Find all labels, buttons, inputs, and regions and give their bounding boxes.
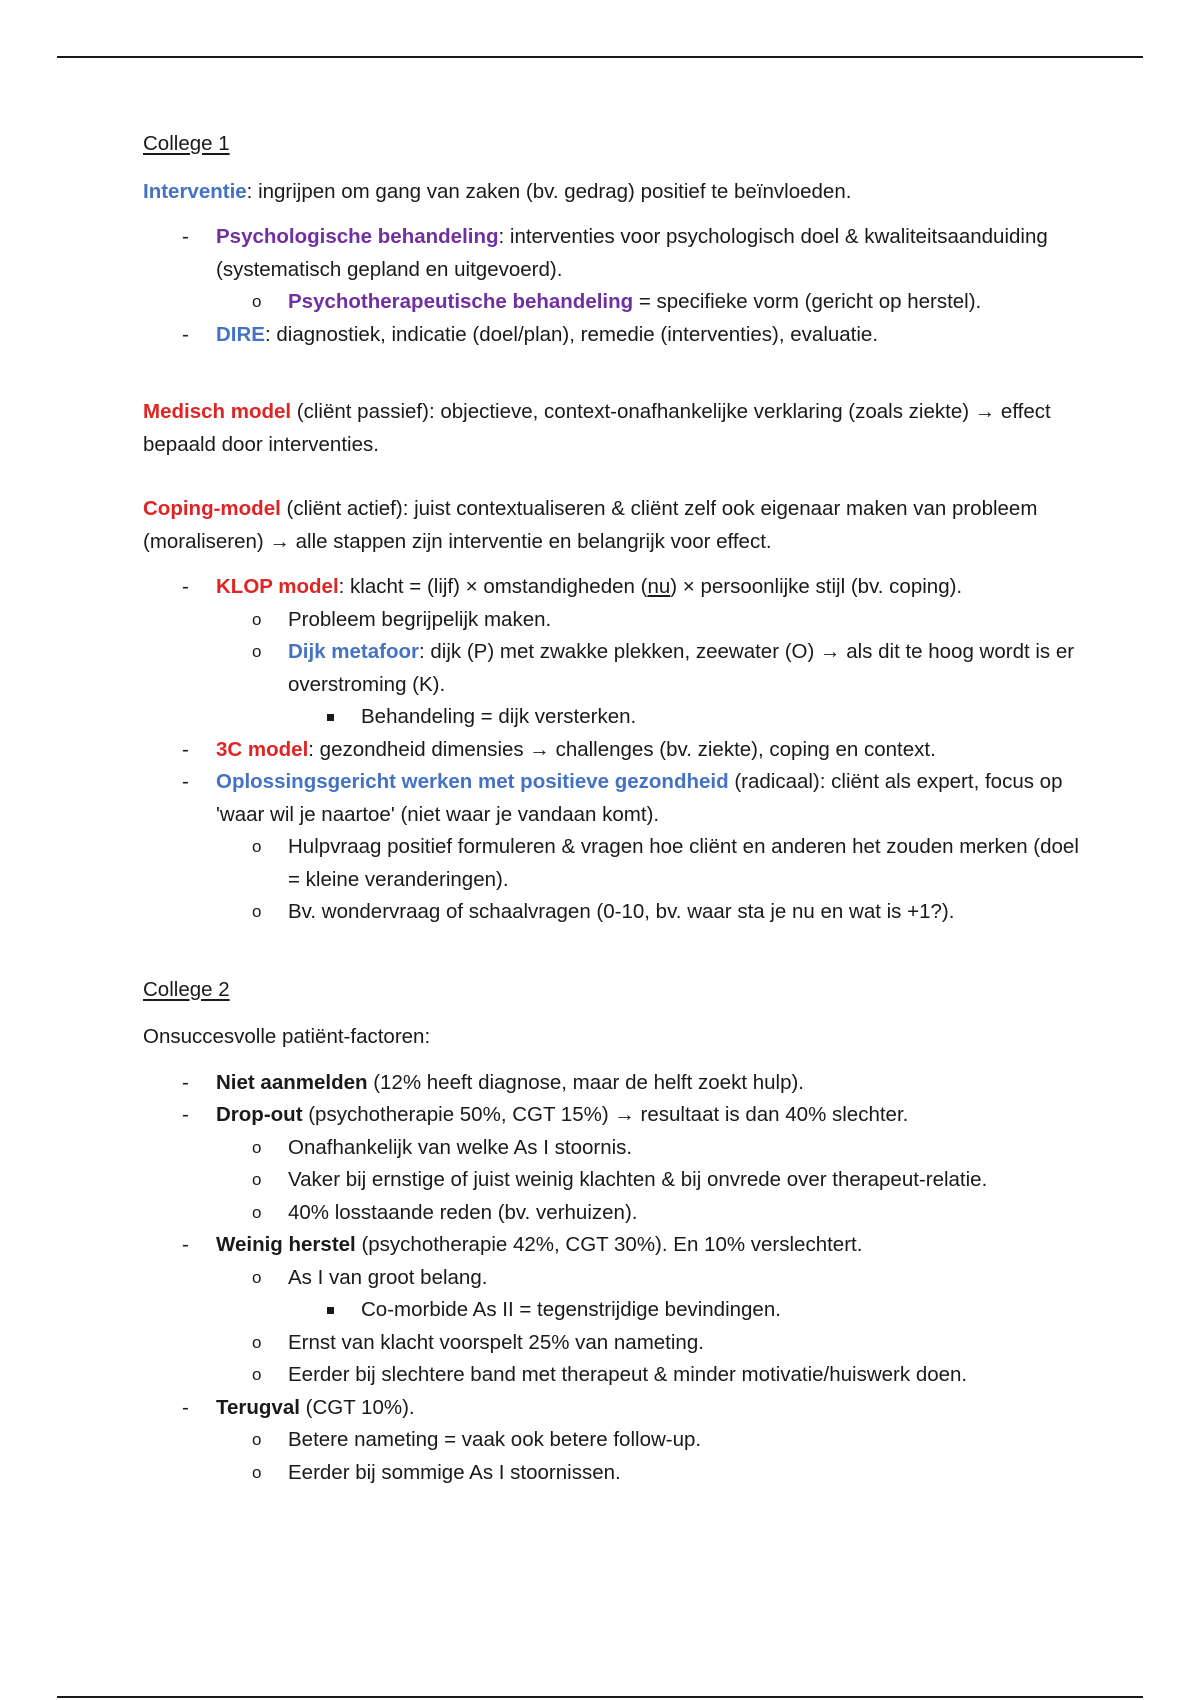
list-item: o Betere nameting = vaak ook betere follow-up. xyxy=(143,1424,1093,1457)
list-item: - DIRE: diagnostiek, indicatie (doel/plan), remedie (interventies), evaluatie. xyxy=(143,319,1093,352)
document-body xyxy=(143,128,1093,1489)
list-item: o Psychotherapeutische behandeling = specifieke vorm (gericht op herstel). xyxy=(143,286,1093,319)
list-item: o Onafhankelijk van welke As I stoornis. xyxy=(143,1132,1093,1165)
section-heading-college-1: College 1 xyxy=(143,132,230,155)
list-item: o Probleem begrijpelijk maken. xyxy=(143,604,1093,637)
list-item: o Eerder bij sommige As I stoornissen. xyxy=(143,1457,1093,1490)
list-item: - Oplossingsgericht werken met positieve gezondheid (radicaal): cliënt als expert, focus op 'waar wil je naartoe' (niet waar je vandaan komt). xyxy=(143,766,1093,831)
list-coping xyxy=(143,571,1093,929)
bottom-rule xyxy=(57,1696,1143,1698)
list-item: Co-morbide As II = tegenstrijdige bevindingen. xyxy=(143,1294,1093,1327)
list-item: o Vaker bij ernstige of juist weinig klachten & bij onvrede over therapeut-relatie. xyxy=(143,1164,1093,1197)
top-rule xyxy=(57,56,1143,58)
term: Interventie xyxy=(143,179,247,203)
list-item: - 3C model: gezondheid dimensies → challenges (bv. ziekte), coping en context. xyxy=(143,734,1093,767)
list-item: o Hulpvraag positief formuleren & vragen hoe cliënt en anderen het zouden merken (doel = kleine veranderingen). xyxy=(143,831,1093,896)
definition-coping-model: Coping-model (cliënt actief): juist contextualiseren & cliënt zelf ook eigenaar maken van probleem (moraliseren) → alle stappen zijn interventie en belangrijk voor effect. xyxy=(143,497,1038,553)
list-factoren xyxy=(143,1067,1093,1490)
list-item: - Weinig herstel (psychotherapie 42%, CGT 30%). En 10% verslechtert. xyxy=(143,1229,1093,1262)
list-item: Behandeling = dijk versterken. xyxy=(143,701,1093,734)
list-item: - Terugval (CGT 10%). xyxy=(143,1392,1093,1425)
definition-interventie: Interventie: ingrijpen om gang van zaken (bv. gedrag) positief te beïnvloeden. xyxy=(143,179,852,203)
list-item: o 40% losstaande reden (bv. verhuizen). xyxy=(143,1197,1093,1230)
list-item: - KLOP model: klacht = (lijf) × omstandigheden (nu) × persoonlijke stijl (bv. coping). xyxy=(143,571,1093,604)
list-item: - Psychologische behandeling: interventies voor psychologisch doel & kwaliteitsaanduiding (systematisch gepland en uitgevoerd). xyxy=(143,221,1093,286)
list-item: - Niet aanmelden (12% heeft diagnose, maar de helft zoekt hulp). xyxy=(143,1067,1093,1100)
list-item: - Drop-out (psychotherapie 50%, CGT 15%) → resultaat is dan 40% slechter. xyxy=(143,1099,1093,1132)
section-heading-college-2: College 2 xyxy=(143,977,230,1001)
list-item: o As I van groot belang. xyxy=(143,1262,1093,1295)
list-item: o Eerder bij slechtere band met therapeut & minder motivatie/huiswerk doen. xyxy=(143,1359,1093,1392)
list-item: o Ernst van klacht voorspelt 25% van nameting. xyxy=(143,1327,1093,1360)
list-item: o Bv. wondervraag of schaalvragen (0-10, bv. waar sta je nu en wat is +1?). xyxy=(143,896,1093,929)
list-item: o Dijk metafoor: dijk (P) met zwakke plekken, zeewater (O) → als dit te hoog wordt is er overstroming (K). xyxy=(143,636,1093,701)
definition-medisch-model: Medisch model (cliënt passief): objectieve, context-onafhankelijke verklaring (zoals ziekte) → effect bepaald door interventies. xyxy=(143,400,1051,456)
intro-text: Onsuccesvolle patiënt-factoren: xyxy=(143,1025,431,1048)
list-interventie xyxy=(143,221,1093,351)
